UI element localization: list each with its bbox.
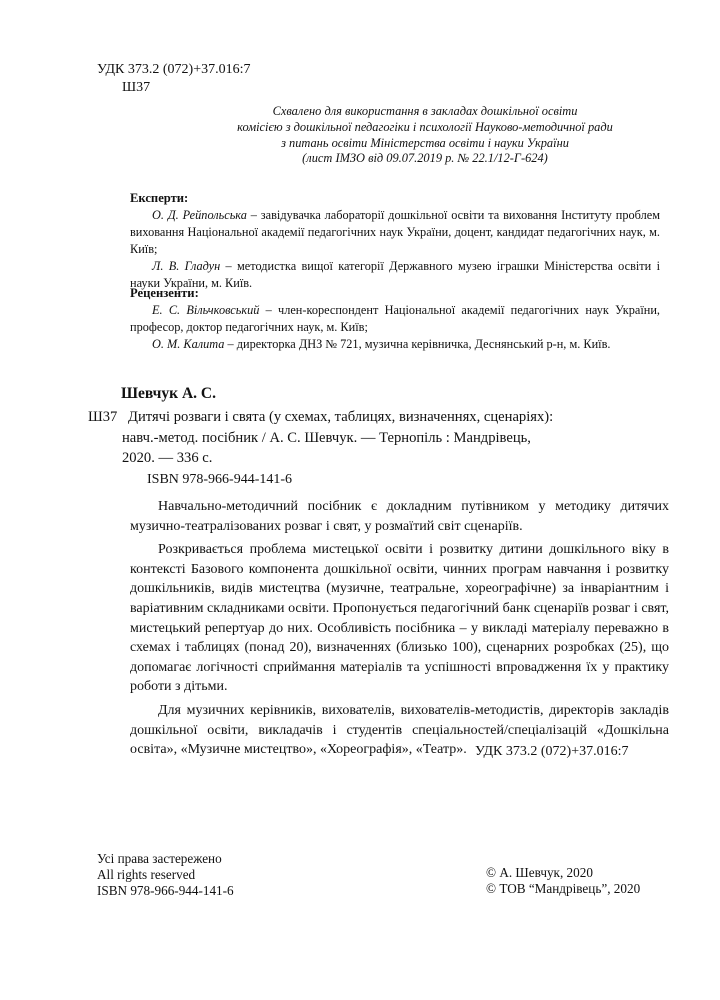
reviewer-description: – член-кореспондент Національної академії педагогічних наук України, професор, доктор педагогічних наук, м. Київ; — [130, 302, 660, 334]
rights-notice — [97, 851, 234, 899]
expert-entry — [130, 207, 660, 258]
isbn: ISBN 978-966-944-141-6 — [147, 472, 293, 487]
reviewer-description: – директорка ДНЗ № 721, музична керівничка, Деснянський р-н, м. Київ. — [224, 336, 611, 351]
annotation-paragraph: Розкривається проблема мистецької освіти і розвитку дитини дошкільного віку в контексті Базового компонента дошкільної освіти, чинних програм навчання і розвитку дошкільників, видів мистецтва (музичне, театральне, хореографічне) за інваріантним і варіативним складниками освіти. Пропонується педагогічний банк сценаріїв розваг і свят, мистецький репертуар до них. Особливість посібника – у викладі матеріалу переважно в схемах і таблицях (понад 20), визначеннях (близько 100), сценарних розробках (25), що допомагає логічності сприймання матеріалів та успішності впровадження їх у практику роботи з дітьми. — [130, 542, 669, 695]
annotation-udk: УДК 373.2 (072)+37.016:7 — [475, 744, 629, 759]
bibliographic-year-pages: 2020. — 336 с. — [122, 450, 213, 466]
author-classifier: Ш37 — [122, 80, 151, 95]
bibliographic-publication-line: навч.-метод. посібник / А. С. Шевчук. — Тернопіль : Мандрівець, — [122, 429, 531, 446]
bibliographic-code: Ш37 — [88, 409, 118, 425]
annotation-paragraph: Навчально-методичний посібник є докладним путівником у методику дитячих музично-театралізованих розваг і свят, у розмаїтий світ сценаріїв. — [130, 499, 669, 534]
approval-line: (лист ІМЗО від 09.07.2019 р. № 22.1/12-Г-624) — [302, 151, 548, 166]
reviewer-entry — [130, 302, 660, 336]
bibliographic-author: Шевчук А. С. — [121, 385, 216, 402]
udk-code: УДК 373.2 (072)+37.016:7 — [97, 62, 251, 77]
copyright-notice — [486, 865, 640, 897]
annotation-paragraph: Для музичних керівників, вихователів, вихователів-методистів, директорів закладів дошкільної освіти, викладачів і студентів спеціальностей/спеціалізацій «Дошкільна освіта», «Музичне мистецтво», «Хореографія», «Театр». — [130, 702, 669, 758]
expert-description: – завідувачка лабораторії дошкільної освіти та виховання Інституту проблем виховання Національної академії педагогічних наук України, доцент, кандидат педагогічних наук, м. Київ; — [130, 207, 660, 256]
experts-section — [130, 190, 660, 291]
reviewer-name: Е. С. Вільчковський — [152, 302, 260, 317]
expert-name: Л. В. Гладун — [152, 258, 221, 273]
reviewer-entry — [130, 336, 660, 353]
expert-name: О. Д. Рейпольська — [152, 207, 247, 222]
expert-description: – методистка вищої категорії Державного музею іграшки Міністерства освіти і науки України, м. Київ. — [130, 258, 660, 290]
rights-ua: Усі права застережено — [97, 851, 222, 866]
footer-isbn: ISBN 978-966-944-141-6 — [97, 883, 234, 898]
reviewers-section — [130, 285, 660, 353]
rights-en: All rights reserved — [97, 867, 196, 882]
approval-line: з питань освіти Міністерства освіти і науки України — [281, 135, 569, 150]
approval-line: комісією з дошкільної педагогіки і психології Науково-методичної ради — [237, 119, 613, 134]
experts-title: Експерти: — [130, 191, 189, 205]
copyright-author: © А. Шевчук, 2020 — [486, 865, 593, 880]
copyright-publisher: © ТОВ “Мандрівець”, 2020 — [486, 881, 641, 896]
reviewers-title: Рецензенти: — [130, 286, 199, 300]
bibliographic-record — [88, 407, 662, 469]
reviewer-name: О. М. Калита — [152, 336, 225, 351]
bibliographic-title-line: Дитячі розваги і свята (у схемах, таблицях, визначеннях, сценаріях): — [128, 409, 554, 425]
approval-note — [232, 104, 618, 167]
annotation — [130, 497, 669, 764]
approval-line: Схвалено для використання в закладах дошкільної освіти — [272, 104, 578, 118]
